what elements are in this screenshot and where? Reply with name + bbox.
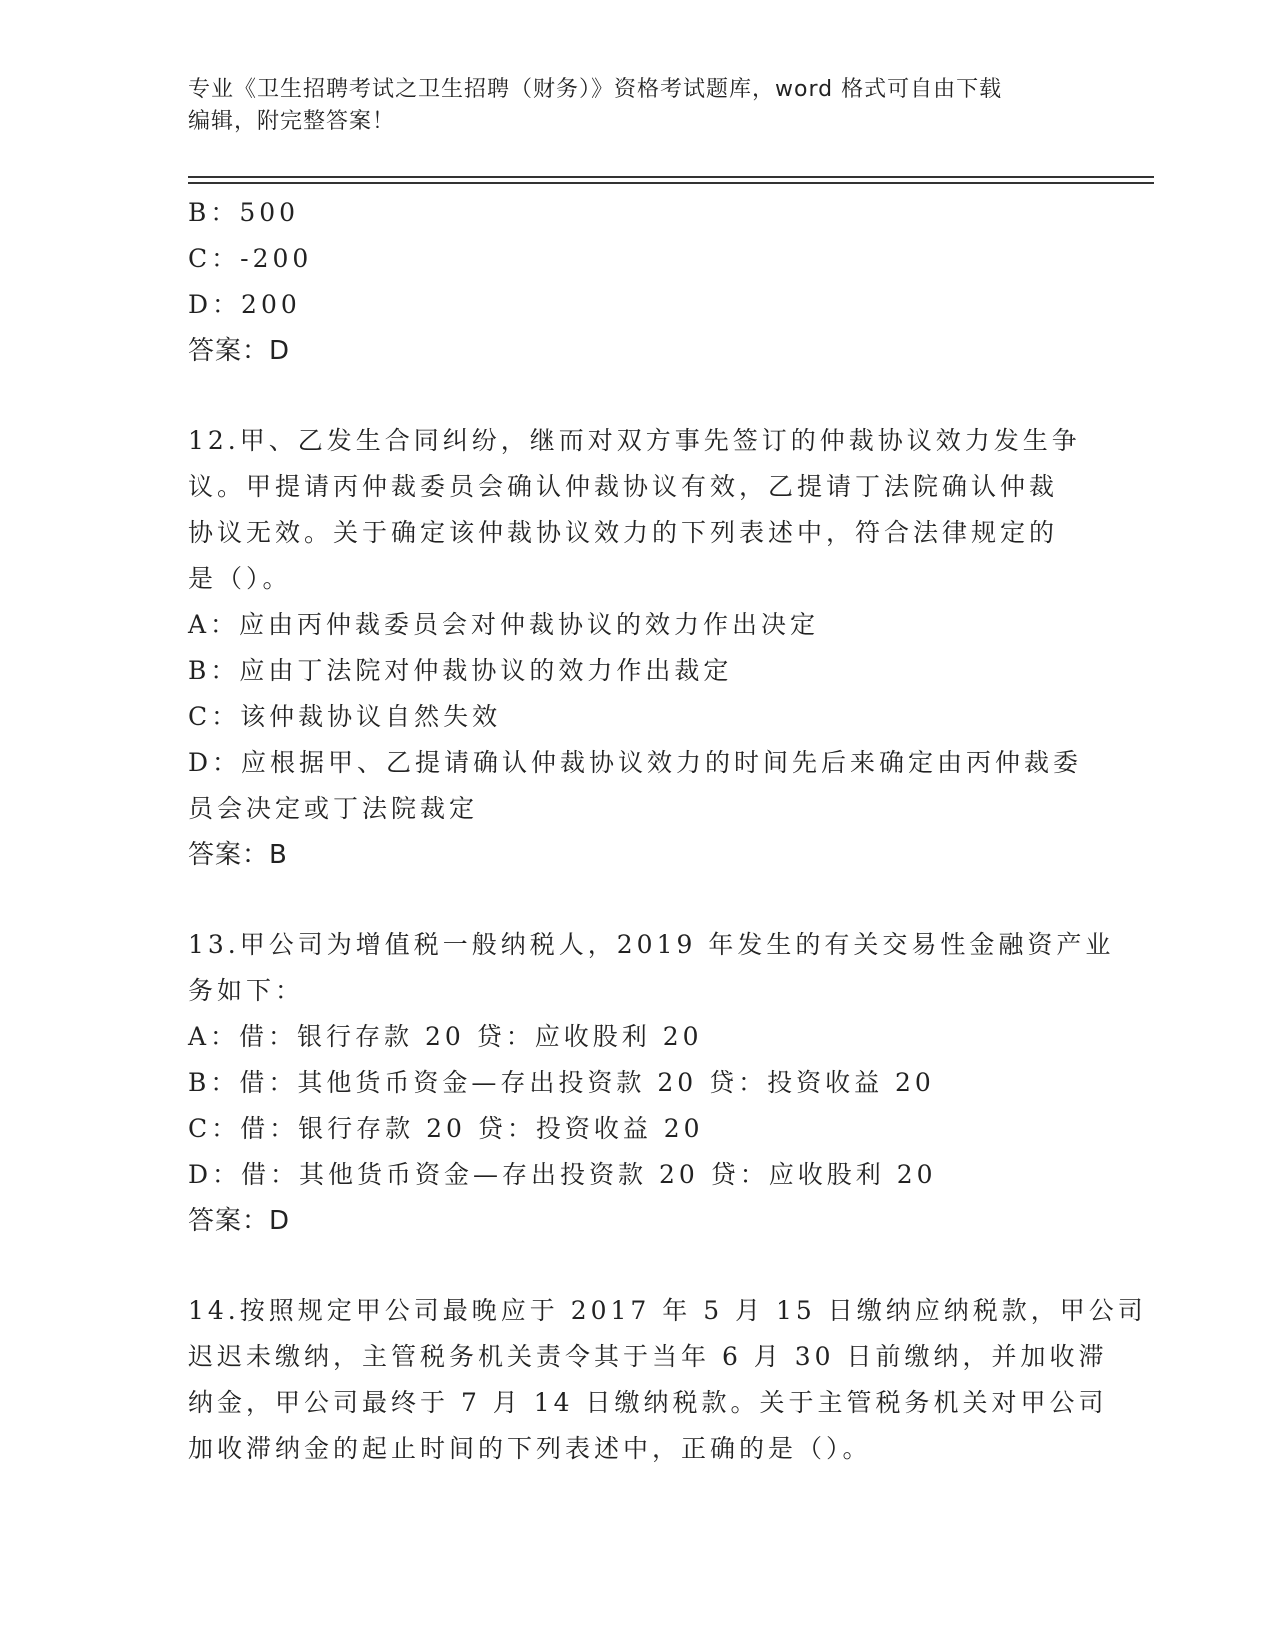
option-d: D：借：其他货币资金—存出投资款 20 贷：应收股利 20 xyxy=(188,1160,937,1189)
question-11-fragment xyxy=(188,190,1088,374)
question-stem-line: 协议无效。关于确定该仲裁协议效力的下列表述中，符合法律规定的 xyxy=(188,518,1059,547)
question-stem-line: 14.按照规定甲公司最晚应于 2017 年 5 月 15 日缴纳应纳税款，甲公司 xyxy=(188,1296,1147,1325)
answer: 答案：D xyxy=(188,1206,291,1236)
header-line-1: 专业《卫生招聘考试之卫生招聘（财务）》资格考试题库，word 格式可自由下载 xyxy=(188,77,1003,102)
question-stem-line: 加收滞纳金的起止时间的下列表述中，正确的是（）。 xyxy=(188,1434,872,1463)
question-stem-line: 务如下： xyxy=(188,976,305,1005)
question-stem-line: 议。甲提请丙仲裁委员会确认仲裁协议有效，乙提请丁法院确认仲裁 xyxy=(188,472,1059,501)
question-stem-line: 12.甲、乙发生合同纠纷，继而对双方事先签订的仲裁协议效力发生争 xyxy=(188,426,1081,455)
header-line-2: 编辑，附完整答案！ xyxy=(188,109,396,134)
question-stem-line: 迟迟未缴纳，主管税务机关责令其于当年 6 月 30 日前缴纳，并加收滞 xyxy=(188,1342,1108,1371)
answer: 答案：B xyxy=(188,840,288,870)
header-divider-top xyxy=(188,176,1154,178)
header-divider-bottom xyxy=(188,182,1154,184)
question-stem-line: 是（）。 xyxy=(188,564,292,593)
question-stem-line: 纳金，甲公司最终于 7 月 14 日缴纳税款。关于主管税务机关对甲公司 xyxy=(188,1388,1108,1417)
question-13 xyxy=(188,922,1115,1244)
answer: 答案：D xyxy=(188,336,291,366)
option-b: B：应由丁法院对仲裁协议的效力作出裁定 xyxy=(188,656,733,685)
option-d-continued: 员会决定或丁法院裁定 xyxy=(188,794,479,823)
option-b: B：借：其他货币资金—存出投资款 20 贷：投资收益 20 xyxy=(188,1068,935,1097)
question-content xyxy=(188,190,1147,1472)
option-a: A：应由丙仲裁委员会对仲裁协议的效力作出决定 xyxy=(188,610,820,639)
option-a: A：借：银行存款 20 贷：应收股利 20 xyxy=(188,1022,703,1051)
question-14 xyxy=(188,1288,1147,1472)
document-header xyxy=(188,74,1088,138)
option-d: D：200 xyxy=(188,290,301,319)
option-c: C：借：银行存款 20 贷：投资收益 20 xyxy=(188,1114,704,1143)
option-c: C：-200 xyxy=(188,244,313,273)
option-b: B：500 xyxy=(188,198,300,227)
question-12 xyxy=(188,418,1088,878)
question-stem-line: 13.甲公司为增值税一般纳税人，2019 年发生的有关交易性金融资产业 xyxy=(188,930,1115,959)
option-d: D：应根据甲、乙提请确认仲裁协议效力的时间先后来确定由丙仲裁委 xyxy=(188,748,1083,777)
option-c: C：该仲裁协议自然失效 xyxy=(188,702,502,731)
